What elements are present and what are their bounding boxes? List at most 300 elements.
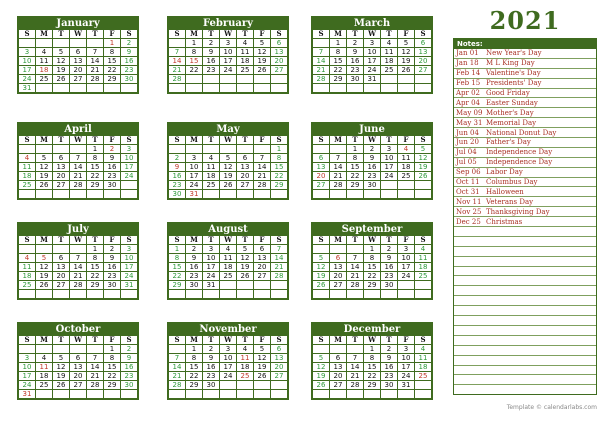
day-cell: 22: [364, 272, 380, 280]
empty-cell: [104, 84, 120, 92]
day-cell: 25: [237, 66, 253, 74]
day-cell: 15: [87, 263, 103, 271]
day-cell: 28: [87, 75, 103, 83]
day-cell: 6: [254, 245, 270, 253]
note-date: Jun 04: [456, 128, 479, 137]
day-cell: 20: [254, 263, 270, 271]
day-cell: 17: [364, 57, 380, 65]
note-name: Valentine's Day: [486, 69, 541, 78]
weekday-header: T: [347, 30, 363, 38]
weekday-header: T: [203, 30, 219, 38]
weekday-header: S: [19, 336, 35, 344]
day-cell: 22: [364, 372, 380, 380]
note-name: Halloween: [486, 187, 524, 196]
day-cell: 16: [203, 57, 219, 65]
day-cell: 2: [203, 345, 219, 353]
day-cell: 25: [220, 272, 236, 280]
day-cell: 23: [203, 372, 219, 380]
month-september: [311, 222, 433, 300]
day-cell: 10: [220, 354, 236, 362]
weekday-header: T: [347, 136, 363, 144]
day-cell: 2: [169, 154, 185, 162]
empty-cell: [220, 390, 236, 398]
weekday-header: S: [271, 336, 287, 344]
note-date: Oct 11: [456, 178, 480, 187]
day-cell: 6: [313, 154, 329, 162]
day-cell: 29: [347, 181, 363, 189]
empty-cell: [237, 281, 253, 289]
empty-cell: [36, 290, 52, 298]
note-date: Apr 02: [456, 89, 481, 97]
day-cell: 5: [220, 154, 236, 162]
note-row: [454, 197, 596, 207]
note-name: Labor Day: [486, 168, 523, 177]
weekday-header: T: [53, 136, 69, 144]
day-cell: 22: [330, 66, 346, 74]
day-cell: 4: [237, 345, 253, 353]
empty-cell: [237, 390, 253, 398]
day-cell: 28: [169, 75, 185, 83]
day-cell: 4: [36, 48, 52, 56]
day-cell: 12: [53, 57, 69, 65]
month-april: [17, 122, 139, 200]
day-cell: 7: [347, 354, 363, 362]
day-cell: 1: [271, 145, 287, 153]
empty-cell: [415, 181, 431, 189]
empty-cell: [186, 84, 202, 92]
day-cell: 8: [87, 254, 103, 262]
day-cell: 24: [186, 181, 202, 189]
day-cell: 12: [254, 354, 270, 362]
note-name: New Year's Day: [486, 49, 542, 58]
day-cell: 19: [254, 57, 270, 65]
day-cell: 10: [121, 254, 137, 262]
note-date: Jan 18: [456, 59, 479, 68]
empty-cell: [53, 84, 69, 92]
month-may: [167, 122, 289, 200]
day-cell: 29: [104, 381, 120, 389]
day-cell: 10: [19, 57, 35, 65]
day-cell: 28: [70, 281, 86, 289]
day-cell: 21: [87, 66, 103, 74]
weekday-header: M: [330, 136, 346, 144]
day-cell: 16: [169, 172, 185, 180]
weekday-header: T: [237, 136, 253, 144]
weekday-header: S: [313, 30, 329, 38]
empty-cell: [313, 245, 329, 253]
weekday-header: S: [415, 336, 431, 344]
weekday-header: S: [169, 236, 185, 244]
day-cell: 2: [186, 245, 202, 253]
note-row: [454, 336, 596, 346]
day-cell: 24: [220, 372, 236, 380]
day-cell: 26: [313, 281, 329, 289]
empty-cell: [36, 39, 52, 47]
day-cell: 1: [87, 145, 103, 153]
day-cell: 18: [398, 163, 414, 171]
day-cell: 23: [104, 172, 120, 180]
day-cell: 10: [364, 48, 380, 56]
empty-cell: [254, 145, 270, 153]
month-july: [17, 222, 139, 300]
day-cell: 2: [347, 39, 363, 47]
note-row: [454, 108, 596, 118]
empty-cell: [381, 390, 397, 398]
month-title: October: [55, 324, 101, 335]
day-cell: 27: [237, 181, 253, 189]
day-cell: 20: [70, 66, 86, 74]
day-cell: 12: [36, 263, 52, 271]
weekday-header: M: [186, 336, 202, 344]
day-cell: 15: [87, 163, 103, 171]
day-cell: 9: [203, 354, 219, 362]
day-cell: 8: [364, 354, 380, 362]
day-cell: 30: [104, 181, 120, 189]
day-cell: 6: [330, 354, 346, 362]
day-cell: 25: [19, 181, 35, 189]
day-cell: 25: [398, 172, 414, 180]
empty-cell: [70, 390, 86, 398]
day-cell: 13: [53, 163, 69, 171]
day-cell: 31: [121, 281, 137, 289]
weekday-header: S: [19, 236, 35, 244]
note-date: Jun 20: [456, 138, 479, 147]
empty-cell: [415, 290, 431, 298]
day-cell: 13: [330, 363, 346, 371]
note-row: [454, 276, 596, 286]
day-cell: 7: [169, 48, 185, 56]
day-cell: 19: [220, 172, 236, 180]
day-cell: 3: [121, 245, 137, 253]
empty-cell: [254, 281, 270, 289]
month-title: November: [199, 324, 257, 335]
day-cell: 28: [169, 381, 185, 389]
day-cell: 20: [53, 172, 69, 180]
day-cell: 8: [87, 154, 103, 162]
note-date: Feb 15: [456, 79, 481, 88]
day-cell: 11: [19, 263, 35, 271]
day-cell: 19: [313, 372, 329, 380]
day-cell: 16: [104, 163, 120, 171]
day-cell: 16: [381, 363, 397, 371]
note-row: [454, 247, 596, 257]
month-august: [167, 222, 289, 300]
note-row: [454, 158, 596, 168]
weekday-header: W: [364, 30, 380, 38]
day-cell: 4: [415, 345, 431, 353]
day-cell: 8: [104, 354, 120, 362]
day-cell: 3: [186, 154, 202, 162]
empty-cell: [364, 190, 380, 198]
empty-cell: [330, 145, 346, 153]
day-cell: 31: [398, 381, 414, 389]
day-cell: 2: [121, 345, 137, 353]
empty-cell: [381, 84, 397, 92]
empty-cell: [347, 390, 363, 398]
empty-cell: [203, 84, 219, 92]
day-cell: 22: [87, 172, 103, 180]
weekday-header: T: [381, 336, 397, 344]
day-cell: 11: [415, 354, 431, 362]
day-cell: 26: [237, 272, 253, 280]
day-cell: 19: [415, 163, 431, 171]
day-cell: 19: [53, 372, 69, 380]
empty-cell: [121, 181, 137, 189]
day-cell: 3: [203, 245, 219, 253]
day-cell: 8: [271, 154, 287, 162]
empty-cell: [87, 190, 103, 198]
day-cell: 7: [169, 354, 185, 362]
empty-cell: [203, 390, 219, 398]
day-cell: 30: [381, 281, 397, 289]
weekday-header: T: [237, 336, 253, 344]
weekday-header: S: [121, 336, 137, 344]
weekday-header: W: [364, 136, 380, 144]
empty-cell: [70, 345, 86, 353]
weekday-header: S: [169, 336, 185, 344]
day-cell: 31: [19, 84, 35, 92]
day-cell: 5: [313, 254, 329, 262]
day-cell: 5: [237, 245, 253, 253]
day-cell: 20: [330, 372, 346, 380]
note-name: Christmas: [486, 217, 523, 226]
day-cell: 25: [36, 75, 52, 83]
day-cell: 30: [381, 381, 397, 389]
empty-cell: [19, 345, 35, 353]
day-cell: 19: [398, 57, 414, 65]
weekday-header: W: [70, 30, 86, 38]
day-cell: 26: [398, 66, 414, 74]
day-cell: 7: [313, 48, 329, 56]
month-march: [311, 16, 433, 94]
notes-panel: [453, 38, 597, 395]
note-row: [454, 346, 596, 356]
day-cell: 13: [313, 163, 329, 171]
empty-cell: [347, 245, 363, 253]
day-cell: 18: [415, 363, 431, 371]
day-cell: 31: [19, 390, 35, 398]
day-cell: 27: [70, 381, 86, 389]
note-row: [454, 286, 596, 296]
day-cell: 7: [70, 254, 86, 262]
day-cell: 27: [415, 66, 431, 74]
empty-cell: [19, 145, 35, 153]
day-cell: 12: [36, 163, 52, 171]
weekday-header: T: [381, 30, 397, 38]
day-cell: 26: [220, 181, 236, 189]
day-cell: 11: [220, 254, 236, 262]
day-cell: 30: [121, 75, 137, 83]
note-date: Feb 14: [456, 69, 481, 78]
empty-cell: [347, 190, 363, 198]
day-cell: 21: [330, 172, 346, 180]
day-cell: 25: [203, 181, 219, 189]
weekday-header: T: [87, 136, 103, 144]
day-cell: 25: [415, 372, 431, 380]
empty-cell: [169, 390, 185, 398]
day-cell: 21: [347, 372, 363, 380]
empty-cell: [381, 190, 397, 198]
note-name: Thanksgiving Day: [486, 207, 550, 216]
day-cell: 5: [415, 145, 431, 153]
month-title: July: [67, 224, 89, 235]
day-cell: 9: [121, 354, 137, 362]
empty-cell: [237, 190, 253, 198]
day-cell: 27: [53, 281, 69, 289]
day-cell: 13: [254, 254, 270, 262]
empty-cell: [53, 39, 69, 47]
empty-cell: [237, 290, 253, 298]
empty-cell: [330, 84, 346, 92]
day-cell: 29: [271, 181, 287, 189]
day-cell: 24: [364, 66, 380, 74]
empty-cell: [313, 145, 329, 153]
day-cell: 6: [271, 345, 287, 353]
day-cell: 30: [203, 381, 219, 389]
day-cell: 14: [169, 57, 185, 65]
day-cell: 14: [347, 263, 363, 271]
weekday-header: T: [53, 336, 69, 344]
day-cell: 24: [203, 272, 219, 280]
weekday-header: T: [237, 236, 253, 244]
day-cell: 10: [381, 154, 397, 162]
weekday-header: S: [19, 30, 35, 38]
day-cell: 12: [398, 48, 414, 56]
day-cell: 11: [203, 163, 219, 171]
empty-cell: [220, 84, 236, 92]
day-cell: 31: [364, 75, 380, 83]
day-cell: 9: [186, 254, 202, 262]
day-cell: 27: [70, 75, 86, 83]
empty-cell: [70, 190, 86, 198]
note-row: [454, 306, 596, 316]
day-cell: 10: [203, 254, 219, 262]
note-row: [454, 366, 596, 376]
day-cell: 9: [203, 48, 219, 56]
day-cell: 9: [381, 254, 397, 262]
month-title: January: [56, 18, 100, 29]
empty-cell: [271, 190, 287, 198]
day-cell: 24: [381, 172, 397, 180]
day-cell: 13: [415, 48, 431, 56]
note-row: [454, 356, 596, 366]
day-cell: 22: [104, 372, 120, 380]
empty-cell: [70, 145, 86, 153]
day-cell: 15: [104, 57, 120, 65]
day-cell: 8: [104, 48, 120, 56]
day-cell: 11: [36, 363, 52, 371]
note-name: Mother's Day: [486, 108, 534, 117]
empty-cell: [36, 345, 52, 353]
day-cell: 2: [364, 145, 380, 153]
day-cell: 12: [237, 254, 253, 262]
day-cell: 1: [364, 245, 380, 253]
note-row: [454, 257, 596, 267]
month-grid: [313, 336, 431, 398]
day-cell: 11: [415, 254, 431, 262]
empty-cell: [313, 190, 329, 198]
note-name: Independence Day: [486, 148, 553, 157]
note-row: [454, 178, 596, 188]
day-cell: 15: [104, 363, 120, 371]
day-cell: 6: [70, 354, 86, 362]
empty-cell: [415, 381, 431, 389]
day-cell: 26: [254, 66, 270, 74]
empty-cell: [203, 145, 219, 153]
empty-cell: [36, 145, 52, 153]
note-row: [454, 79, 596, 89]
day-cell: 21: [313, 66, 329, 74]
day-cell: 12: [313, 263, 329, 271]
empty-cell: [121, 390, 137, 398]
note-name: Presidents' Day: [486, 79, 542, 88]
empty-cell: [398, 181, 414, 189]
day-cell: 28: [70, 181, 86, 189]
day-cell: 29: [87, 281, 103, 289]
day-cell: 23: [104, 272, 120, 280]
empty-cell: [53, 290, 69, 298]
empty-cell: [104, 190, 120, 198]
day-cell: 23: [121, 372, 137, 380]
empty-cell: [313, 84, 329, 92]
day-cell: 2: [121, 39, 137, 47]
empty-cell: [237, 381, 253, 389]
note-name: Good Friday: [486, 89, 530, 97]
day-cell: 4: [220, 245, 236, 253]
weekday-header: M: [186, 136, 202, 144]
day-cell: 29: [186, 381, 202, 389]
day-cell: 16: [364, 163, 380, 171]
day-cell: 17: [398, 263, 414, 271]
notes-list: [454, 49, 596, 395]
month-title: September: [341, 224, 403, 235]
day-cell: 6: [330, 254, 346, 262]
note-row: [454, 237, 596, 247]
empty-cell: [87, 84, 103, 92]
empty-cell: [53, 390, 69, 398]
day-cell: 30: [104, 281, 120, 289]
empty-cell: [36, 390, 52, 398]
day-cell: 1: [364, 345, 380, 353]
day-cell: 5: [36, 154, 52, 162]
weekday-header: S: [121, 136, 137, 144]
day-cell: 1: [186, 39, 202, 47]
empty-cell: [313, 290, 329, 298]
empty-cell: [271, 281, 287, 289]
day-cell: 6: [415, 39, 431, 47]
month-december: [311, 322, 433, 400]
empty-cell: [87, 390, 103, 398]
day-cell: 27: [271, 66, 287, 74]
weekday-header: W: [220, 30, 236, 38]
month-grid: [313, 236, 431, 298]
day-cell: 4: [415, 245, 431, 253]
empty-cell: [415, 190, 431, 198]
empty-cell: [330, 290, 346, 298]
day-cell: 22: [347, 172, 363, 180]
day-cell: 23: [121, 66, 137, 74]
day-cell: 3: [220, 39, 236, 47]
day-cell: 26: [36, 181, 52, 189]
day-cell: 2: [381, 345, 397, 353]
day-cell: 20: [271, 363, 287, 371]
day-cell: 28: [87, 381, 103, 389]
day-cell: 9: [104, 154, 120, 162]
weekday-header: S: [313, 336, 329, 344]
day-cell: 23: [169, 181, 185, 189]
weekday-header: F: [104, 30, 120, 38]
empty-cell: [271, 75, 287, 83]
